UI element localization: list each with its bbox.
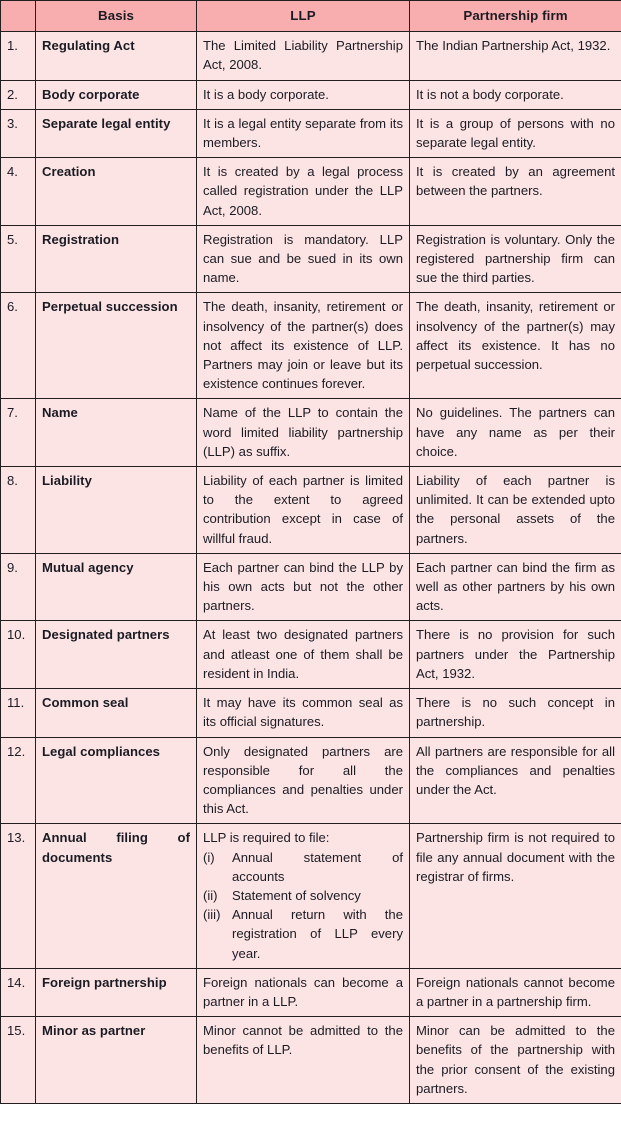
row-partnership-firm: It is a group of persons with no separate legal entity.: [410, 109, 621, 157]
row-serial: 2.: [1, 80, 36, 109]
row-basis: Liability: [36, 467, 197, 554]
list-item-label: Statement of solvency: [232, 887, 361, 903]
row-serial: 14.: [1, 968, 36, 1016]
list-item-marker: (iii): [203, 907, 221, 923]
row-basis: Separate legal entity: [36, 109, 197, 157]
table-body: [1, 32, 621, 1104]
row-partnership-firm: Foreign nationals cannot become a partner in a partnership firm.: [410, 968, 621, 1016]
list-item: [203, 848, 403, 886]
list-item: [203, 886, 403, 905]
list-item-marker: (i): [203, 849, 215, 865]
table-row: [1, 225, 621, 293]
row-basis: Registration: [36, 225, 197, 293]
row-llp: The Limited Liability Partnership Act, 2008.: [197, 32, 410, 80]
table-header: [1, 1, 621, 32]
row-basis: Annual filing of documents: [36, 824, 197, 968]
table-row: [1, 158, 621, 226]
row-partnership-firm: It is not a body corporate.: [410, 80, 621, 109]
row-llp: Minor cannot be admitted to the benefits of LLP.: [197, 1017, 410, 1104]
table-row: [1, 689, 621, 737]
list-item: [203, 905, 403, 963]
table-row: [1, 553, 621, 621]
row-serial: 7.: [1, 399, 36, 467]
row-serial: 4.: [1, 158, 36, 226]
table-row: [1, 968, 621, 1016]
table-row: [1, 80, 621, 109]
row-llp: Only designated partners are responsible for all the compliances and penalties under this Act.: [197, 737, 410, 824]
row-partnership-firm: There is no provision for such partners under the Partnership Act, 1932.: [410, 621, 621, 689]
row-serial: 12.: [1, 737, 36, 824]
row-llp: At least two designated partners and atleast one of them shall be resident in India.: [197, 621, 410, 689]
llp-filing-list: [203, 848, 403, 963]
row-serial: 15.: [1, 1017, 36, 1104]
row-serial: 13.: [1, 824, 36, 968]
row-basis: Designated partners: [36, 621, 197, 689]
column-header-serial: [1, 1, 36, 32]
table-row: [1, 737, 621, 824]
row-serial: 1.: [1, 32, 36, 80]
list-item-marker: (ii): [203, 887, 218, 903]
column-header-llp: LLP: [197, 1, 410, 32]
row-serial: 3.: [1, 109, 36, 157]
row-serial: 6.: [1, 293, 36, 399]
table-header-row: [1, 1, 621, 32]
row-serial: 8.: [1, 467, 36, 554]
row-partnership-firm: No guidelines. The partners can have any name as per their choice.: [410, 399, 621, 467]
row-partnership-firm: The death, insanity, retirement or insolvency of the partner(s) may affect its existence. It has no perpetual succession.: [410, 293, 621, 399]
row-llp: Liability of each partner is limited to the extent to agreed contribution except in case of willful fraud.: [197, 467, 410, 554]
column-header-partnership-firm: Partnership firm: [410, 1, 621, 32]
row-basis: Common seal: [36, 689, 197, 737]
row-basis: Mutual agency: [36, 553, 197, 621]
table-row: [1, 824, 621, 968]
list-item-label: Annual return with the registration of LLP every year.: [232, 907, 403, 961]
row-llp: Foreign nationals can become a partner in a LLP.: [197, 968, 410, 1016]
table-row: [1, 621, 621, 689]
row-llp: It is a body corporate.: [197, 80, 410, 109]
row-llp: Each partner can bind the LLP by his own acts but not the other partners.: [197, 553, 410, 621]
row-partnership-firm: Minor can be admitted to the benefits of the partnership with the prior consent of the existing partners.: [410, 1017, 621, 1104]
row-partnership-firm: Liability of each partner is unlimited. It can be extended upto the personal assets of the partners.: [410, 467, 621, 554]
row-llp: [197, 824, 410, 968]
table-row: [1, 467, 621, 554]
list-item-label: Annual statement of accounts: [232, 849, 403, 884]
row-basis: Minor as partner: [36, 1017, 197, 1104]
row-serial: 9.: [1, 553, 36, 621]
table-row: [1, 109, 621, 157]
row-basis: Name: [36, 399, 197, 467]
column-header-basis: Basis: [36, 1, 197, 32]
row-partnership-firm: It is created by an agreement between the partners.: [410, 158, 621, 226]
table-row: [1, 399, 621, 467]
row-basis: Legal compliances: [36, 737, 197, 824]
table-row: [1, 293, 621, 399]
row-partnership-firm: Partnership firm is not required to file any annual document with the registrar of firms.: [410, 824, 621, 968]
llp-filing-intro: LLP is required to file:: [203, 830, 330, 846]
row-llp: It may have its common seal as its official signatures.: [197, 689, 410, 737]
row-llp: It is created by a legal process called registration under the LLP Act, 2008.: [197, 158, 410, 226]
row-serial: 5.: [1, 225, 36, 293]
row-basis: Perpetual succession: [36, 293, 197, 399]
row-basis: Creation: [36, 158, 197, 226]
row-partnership-firm: There is no such concept in partnership.: [410, 689, 621, 737]
row-partnership-firm: Registration is voluntary. Only the registered partnership firm can sue the third parties.: [410, 225, 621, 293]
row-basis: Body corporate: [36, 80, 197, 109]
row-partnership-firm: Each partner can bind the firm as well as other partners by his own acts.: [410, 553, 621, 621]
row-llp: Name of the LLP to contain the word limited liability partnership (LLP) as suffix.: [197, 399, 410, 467]
row-partnership-firm: All partners are responsible for all the compliances and penalties under the Act.: [410, 737, 621, 824]
row-basis: Foreign partnership: [36, 968, 197, 1016]
row-serial: 11.: [1, 689, 36, 737]
row-serial: 10.: [1, 621, 36, 689]
table-row: [1, 32, 621, 80]
row-llp: The death, insanity, retirement or insolvency of the partner(s) does not affect its existence of LLP. Partners may join or leave but its existence continues forever.: [197, 293, 410, 399]
row-partnership-firm: The Indian Partnership Act, 1932.: [410, 32, 621, 80]
row-llp: Registration is mandatory. LLP can sue and be sued in its own name.: [197, 225, 410, 293]
row-llp: It is a legal entity separate from its members.: [197, 109, 410, 157]
table-row: [1, 1017, 621, 1104]
row-basis: Regulating Act: [36, 32, 197, 80]
